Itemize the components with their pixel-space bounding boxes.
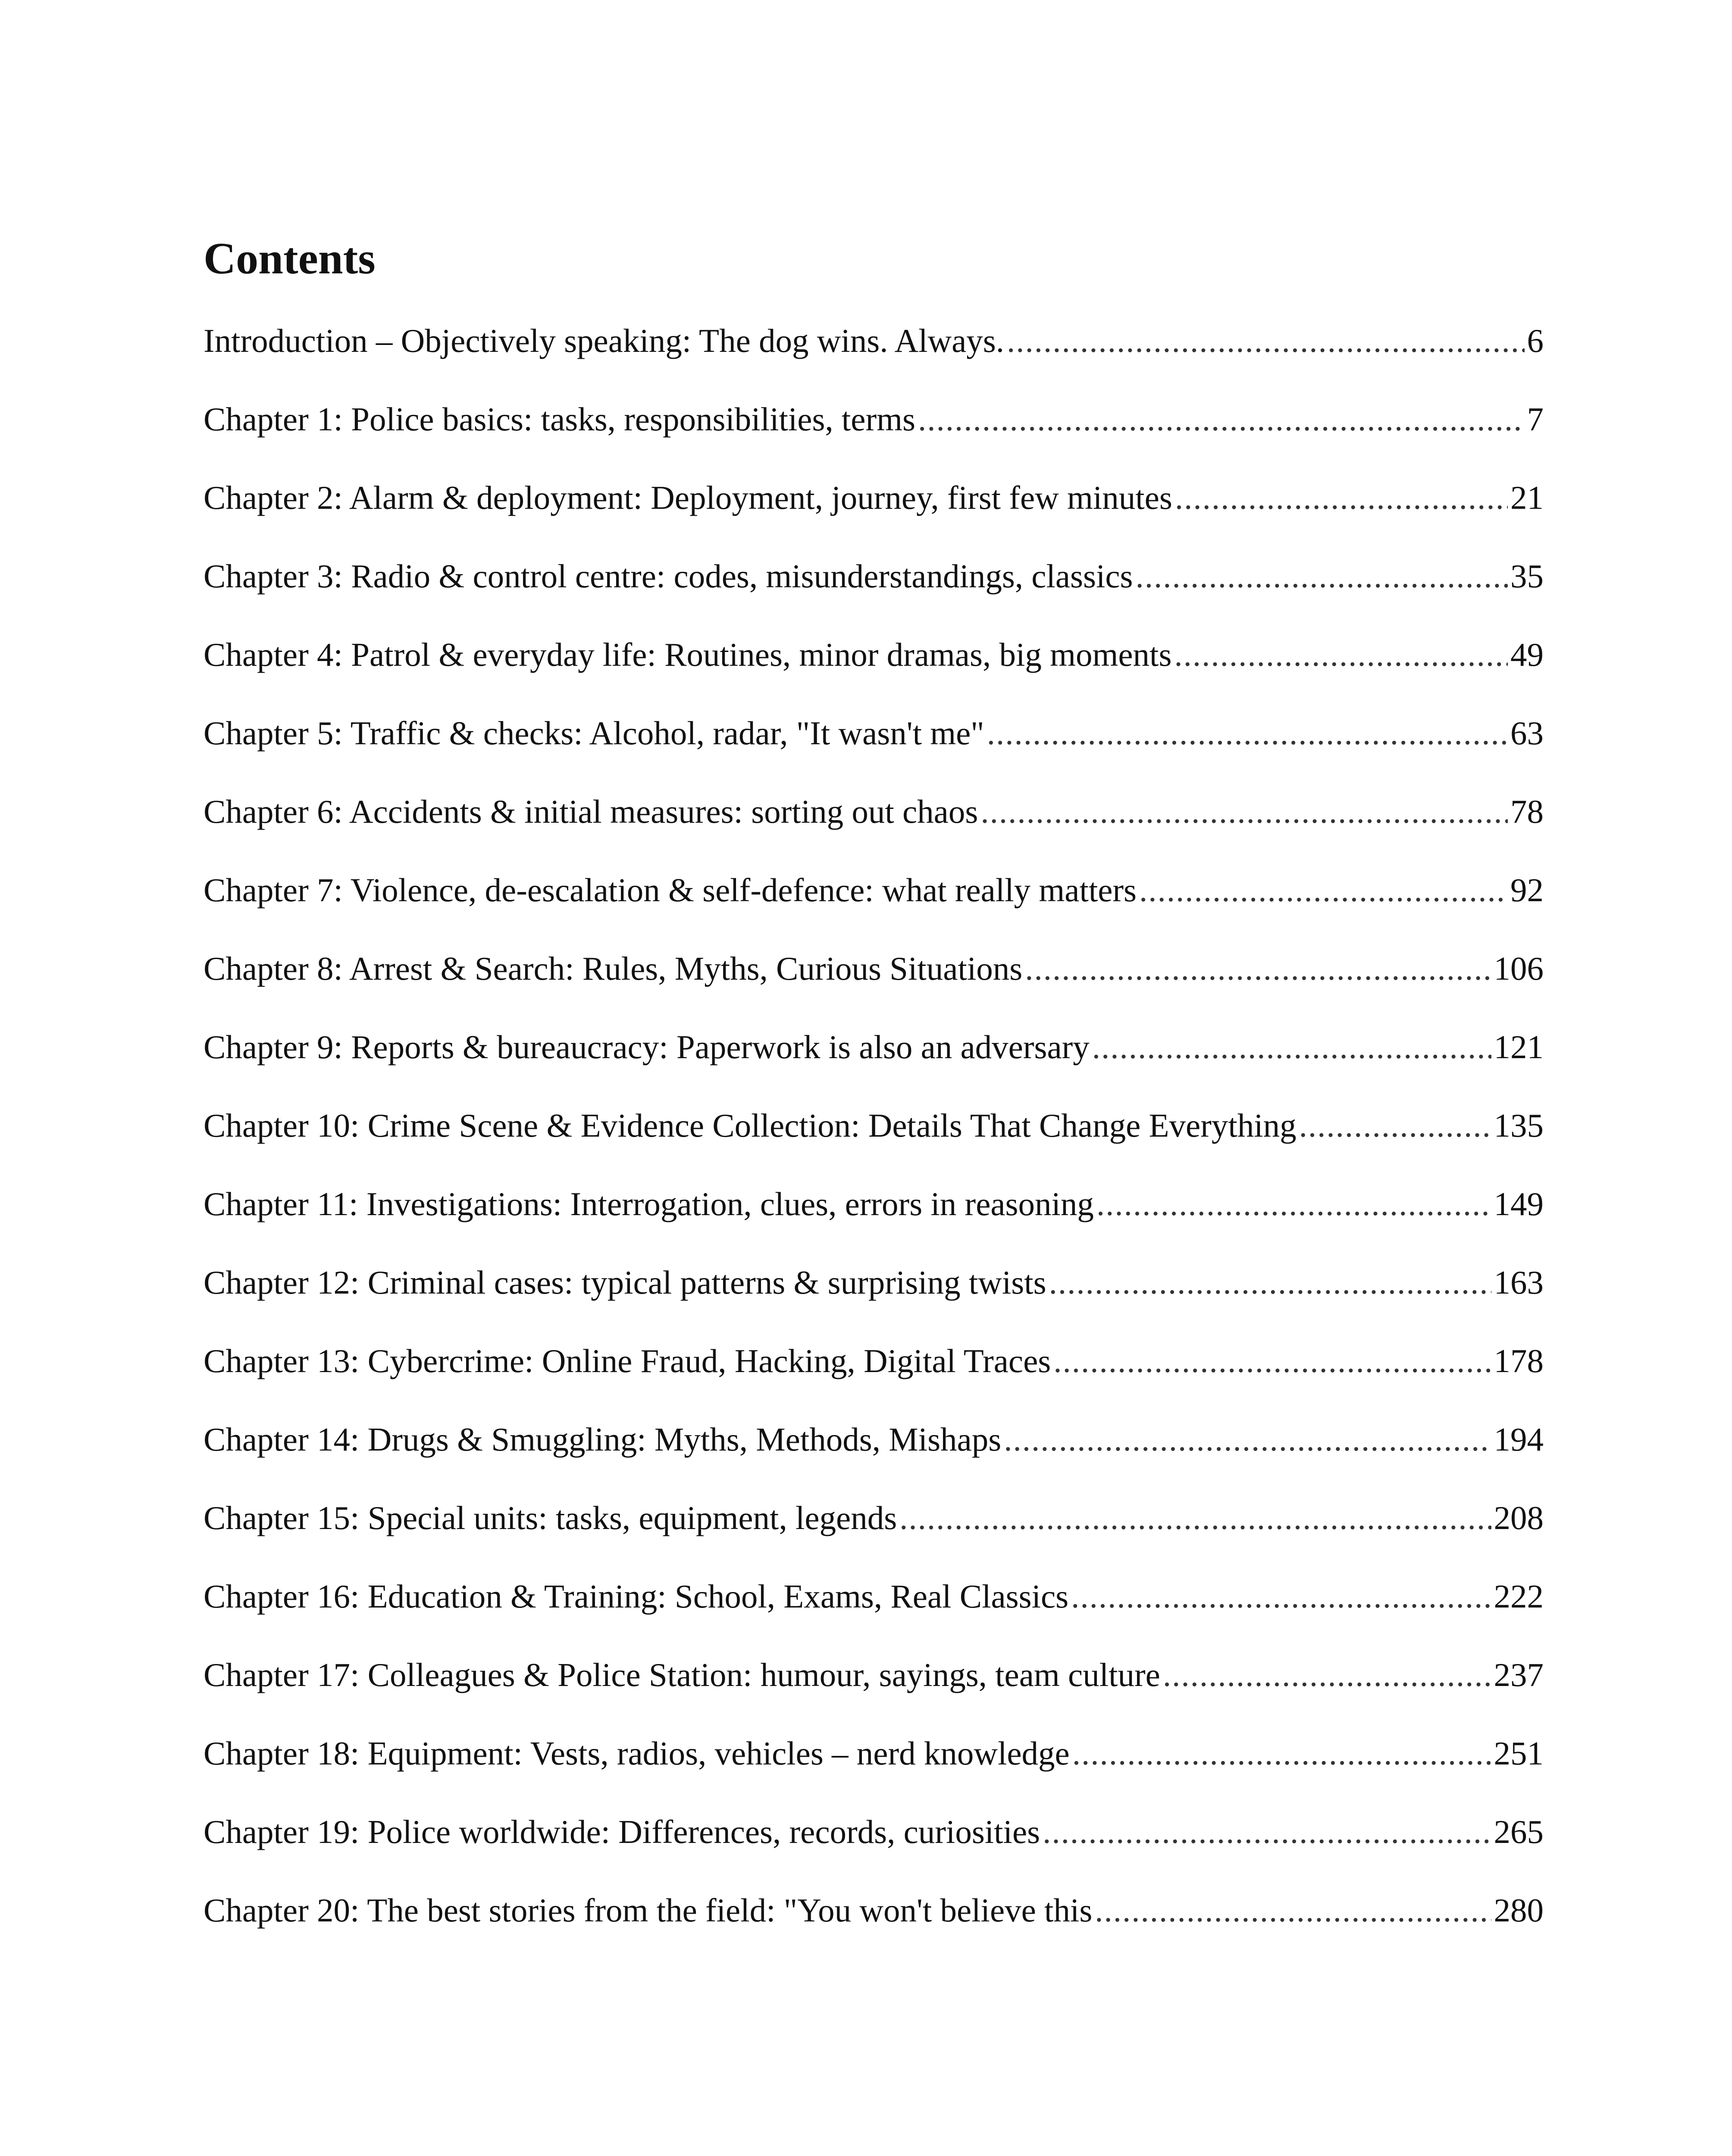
- toc-dot-leader: [1174, 638, 1508, 671]
- toc-entry-label: Chapter 6: Accidents & initial measures: sorting out chaos: [204, 793, 978, 830]
- toc-entry-label: Chapter 10: Crime Scene & Evidence Collection: Details That Change Everything: [204, 1107, 1297, 1144]
- toc-entry[interactable]: [204, 1344, 1544, 1423]
- toc-entry-page-number: 6: [1527, 322, 1544, 359]
- toc-dot-leader: [1071, 1580, 1491, 1613]
- toc-dot-leader: [1007, 324, 1525, 357]
- toc-dot-leader: [980, 795, 1508, 828]
- toc-entry-page-number: 135: [1494, 1107, 1544, 1144]
- toc-entry-page-number: 265: [1494, 1813, 1544, 1850]
- toc-entry-page-number: 280: [1494, 1892, 1544, 1929]
- toc-entry[interactable]: [204, 1580, 1544, 1658]
- toc-dot-leader: [1053, 1344, 1491, 1378]
- toc-entry[interactable]: [204, 1028, 1544, 1109]
- toc-entry[interactable]: [204, 638, 1544, 717]
- toc-entry[interactable]: [204, 1894, 1544, 1972]
- toc-entry[interactable]: [204, 1501, 1544, 1580]
- toc-dot-leader: [1092, 1031, 1491, 1064]
- toc-entry-page-number: 92: [1510, 871, 1544, 909]
- toc-entry-page-number: 35: [1510, 558, 1544, 595]
- toc-dot-leader: [1043, 1815, 1491, 1849]
- toc-entry-page-number: 121: [1494, 1028, 1544, 1065]
- toc-entry[interactable]: [204, 560, 1544, 638]
- toc-entry[interactable]: [204, 1185, 1544, 1266]
- toc-entry[interactable]: [204, 1815, 1544, 1894]
- toc-entry-label: Chapter 1: Police basics: tasks, responsibilities, terms: [204, 401, 915, 438]
- toc-entry-page-number: 7: [1527, 401, 1544, 438]
- toc-entry-label: Chapter 15: Special units: tasks, equipment, legends: [204, 1499, 897, 1536]
- toc-dot-leader: [1139, 874, 1508, 907]
- toc-dot-leader: [1095, 1894, 1491, 1927]
- toc-entry-page-number: 222: [1494, 1578, 1544, 1615]
- toc-entry-label: Chapter 19: Police worldwide: Differences, records, curiosities: [204, 1813, 1040, 1850]
- toc-entry-page-number: 194: [1494, 1421, 1544, 1458]
- toc-entry[interactable]: [204, 795, 1544, 874]
- toc-entry-page-number: 21: [1510, 479, 1544, 516]
- toc-entry-label: Chapter 14: Drugs & Smuggling: Myths, Methods, Mishaps: [204, 1421, 1002, 1458]
- toc-entry-page-number: 149: [1494, 1185, 1544, 1222]
- toc-entry-label: Chapter 2: Alarm & deployment: Deployment, journey, first few minutes: [204, 479, 1172, 516]
- toc-entry[interactable]: [204, 403, 1544, 481]
- toc-entry-page-number: 237: [1494, 1656, 1544, 1693]
- toc-entry[interactable]: [204, 952, 1544, 1031]
- toc-dot-leader: [987, 717, 1508, 750]
- toc-entry-page-number: 106: [1494, 950, 1544, 987]
- toc-entry-page-number: 163: [1494, 1264, 1544, 1301]
- toc-entry-page-number: 78: [1510, 793, 1544, 830]
- toc-entry-page-number: 178: [1494, 1342, 1544, 1379]
- toc-entry-label: Chapter 13: Cybercrime: Online Fraud, Hacking, Digital Traces: [204, 1342, 1051, 1379]
- toc-entry-label: Chapter 16: Education & Training: School, Exams, Real Classics: [204, 1578, 1069, 1615]
- toc-entry-label: Chapter 8: Arrest & Search: Rules, Myths, Curious Situations: [204, 950, 1023, 987]
- toc-entry-label: Chapter 9: Reports & bureaucracy: Paperwork is also an adversary: [204, 1028, 1090, 1065]
- toc-entry-page-number: 208: [1494, 1499, 1544, 1536]
- toc-dot-leader: [1004, 1423, 1491, 1456]
- toc-dot-leader: [1175, 481, 1508, 514]
- toc-entry-label: Chapter 11: Investigations: Interrogation, clues, errors in reasoning: [204, 1185, 1094, 1222]
- toc-entry-page-number: 251: [1494, 1735, 1544, 1772]
- toc-entry[interactable]: [204, 1737, 1544, 1815]
- toc-entry-label: Chapter 7: Violence, de-escalation & self-defence: what really matters: [204, 871, 1137, 909]
- toc-entry-label: Chapter 17: Colleagues & Police Station: humour, sayings, team culture: [204, 1656, 1160, 1693]
- toc-dot-leader: [899, 1501, 1491, 1535]
- toc-entry-label: Chapter 20: The best stories from the field: "You won't believe this: [204, 1892, 1093, 1929]
- toc-entry[interactable]: [204, 1423, 1544, 1501]
- toc-dot-leader: [918, 403, 1525, 436]
- toc-entry-page-number: 49: [1510, 636, 1544, 673]
- toc-entry-label: Chapter 5: Traffic & checks: Alcohol, radar, "It wasn't me": [204, 714, 984, 752]
- toc-dot-leader: [1025, 952, 1491, 985]
- toc-entry[interactable]: [204, 1109, 1544, 1188]
- toc-entry[interactable]: [204, 1658, 1544, 1737]
- contents-heading: Contents: [204, 234, 376, 283]
- toc-dot-leader: [1163, 1658, 1491, 1692]
- toc-dot-leader: [1072, 1737, 1491, 1770]
- toc-entry-label: Chapter 4: Patrol & everyday life: Routines, minor dramas, big moments: [204, 636, 1172, 673]
- toc-entry[interactable]: [204, 714, 1544, 795]
- toc-entry[interactable]: [204, 1266, 1544, 1344]
- toc-entry-label: Introduction – Objectively speaking: The dog wins. Always.: [204, 322, 1004, 359]
- toc-dot-leader: [1299, 1109, 1491, 1142]
- toc-entry[interactable]: [204, 871, 1544, 952]
- toc-dot-leader: [1049, 1266, 1491, 1299]
- toc-entry[interactable]: [204, 324, 1544, 403]
- toc-entry[interactable]: [204, 481, 1544, 560]
- toc-entry-label: Chapter 12: Criminal cases: typical patterns & surprising twists: [204, 1264, 1046, 1301]
- toc-entry-page-number: 63: [1510, 714, 1544, 752]
- table-of-contents: [204, 324, 1544, 1972]
- toc-entry-label: Chapter 3: Radio & control centre: codes, misunderstandings, classics: [204, 558, 1133, 595]
- toc-entry-label: Chapter 18: Equipment: Vests, radios, vehicles – nerd knowledge: [204, 1735, 1070, 1772]
- toc-dot-leader: [1096, 1188, 1491, 1221]
- toc-dot-leader: [1136, 560, 1508, 593]
